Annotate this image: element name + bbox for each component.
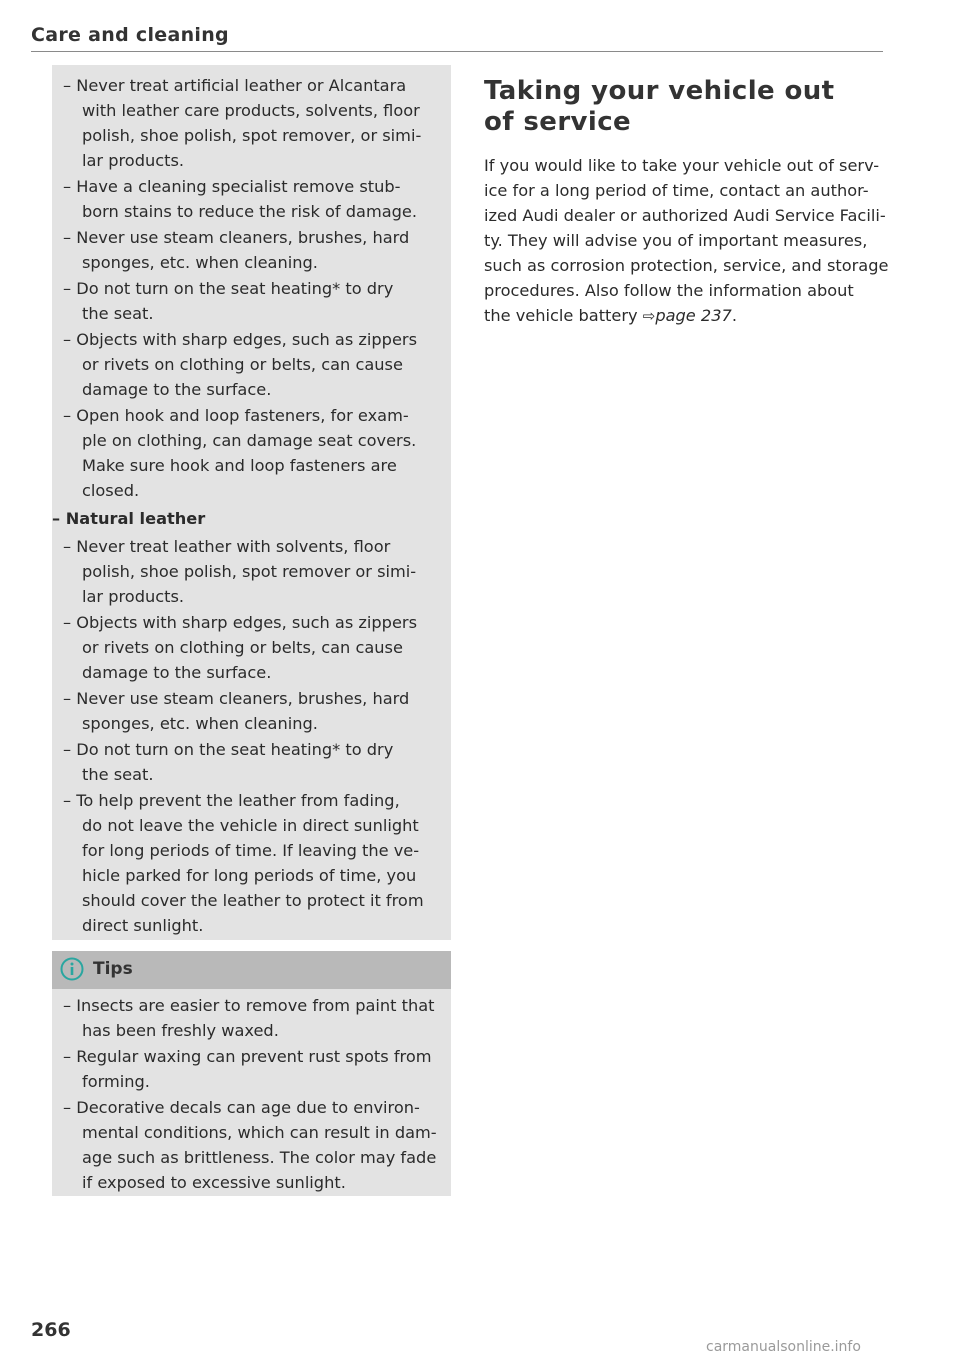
section-body-line: ice for a long period of time, contact an author-	[484, 181, 869, 200]
warning-box	[52, 65, 451, 940]
section-body-end: .	[731, 306, 737, 325]
page-reference-link[interactable]: page 237	[655, 306, 732, 325]
warning-line: polish, shoe polish, spot remover, or simi-	[82, 126, 422, 145]
warning-line: Make sure hook and loop fasteners are	[82, 456, 397, 475]
warning-line: do not leave the vehicle in direct sunlight	[82, 816, 419, 835]
section-body-last-line	[484, 303, 737, 329]
section-title-line-1: Taking your vehicle out	[484, 76, 835, 106]
tips-title: Tips	[93, 959, 133, 979]
tips-line: forming.	[82, 1072, 150, 1091]
warning-line: – Do not turn on the seat heating* to dry	[63, 279, 394, 298]
warning-line: direct sunlight.	[82, 916, 204, 935]
section-body-line: such as corrosion protection, service, and storage	[484, 256, 889, 275]
warning-line: born stains to reduce the risk of damage.	[82, 202, 418, 221]
tips-line: has been freshly waxed.	[82, 1021, 279, 1040]
header-rule	[31, 51, 883, 52]
warning-line: sponges, etc. when cleaning.	[82, 253, 318, 272]
tips-line: – Decorative decals can age due to environ-	[63, 1098, 420, 1117]
natural-leather-heading	[52, 506, 205, 531]
tips-line: – Insects are easier to remove from paint that	[63, 996, 435, 1015]
warning-line: – Have a cleaning specialist remove stub-	[63, 177, 401, 196]
warning-line: should cover the leather to protect it from	[82, 891, 424, 910]
tips-box	[52, 951, 451, 1196]
tips-line: – Regular waxing can prevent rust spots from	[63, 1047, 432, 1066]
warning-line: – Never use steam cleaners, brushes, hard	[63, 689, 410, 708]
tips-header	[52, 951, 451, 989]
warning-line: – Open hook and loop fasteners, for exam-	[63, 406, 409, 425]
section-body-line: If you would like to take your vehicle out of serv-	[484, 156, 880, 175]
warning-line: the seat.	[82, 304, 154, 323]
info-circle-icon	[60, 957, 84, 981]
warning-line: lar products.	[82, 587, 185, 606]
warning-line: lar products.	[82, 151, 185, 170]
warning-line: for long periods of time. If leaving the ve-	[82, 841, 420, 860]
warning-line: – Objects with sharp edges, such as zippers	[63, 330, 417, 349]
section-body-text: the vehicle battery	[484, 306, 643, 325]
warning-line: – To help prevent the leather from fading,	[63, 791, 400, 810]
warning-line: – Objects with sharp edges, such as zippers	[63, 613, 417, 632]
section-title-line-2: of service	[484, 107, 632, 137]
warning-line: polish, shoe polish, spot remover or simi-	[82, 562, 417, 581]
warning-line: hicle parked for long periods of time, you	[82, 866, 417, 885]
warning-line: damage to the surface.	[82, 380, 272, 399]
warning-line: closed.	[82, 481, 140, 500]
tips-line: if exposed to excessive sunlight.	[82, 1173, 346, 1192]
page-number: 266	[31, 1319, 71, 1341]
warning-line: ple on clothing, can damage seat covers.	[82, 431, 417, 450]
warning-line: – Do not turn on the seat heating* to dry	[63, 740, 394, 759]
warning-line: damage to the surface.	[82, 663, 272, 682]
warning-line: the seat.	[82, 765, 154, 784]
warning-line: sponges, etc. when cleaning.	[82, 714, 318, 733]
tips-line: age such as brittleness. The color may fade	[82, 1148, 437, 1167]
heading-text: Natural leather	[65, 509, 206, 528]
section-body-line: ty. They will advise you of important measures,	[484, 231, 868, 250]
warning-line: – Never treat leather with solvents, floor	[63, 537, 391, 556]
warning-line: – Never treat artificial leather or Alcantara	[63, 76, 407, 95]
warning-line: – Never use steam cleaners, brushes, hard	[63, 228, 410, 247]
header-title: Care and cleaning	[31, 24, 229, 46]
warning-line: or rivets on clothing or belts, can cause	[82, 638, 403, 657]
section-body-line: ized Audi dealer or authorized Audi Service Facili-	[484, 206, 886, 225]
heading-dash: –	[52, 509, 66, 528]
page-ref-arrow-icon: ⇨	[642, 307, 656, 325]
watermark: carmanualsonline.info	[706, 1339, 861, 1355]
warning-line: or rivets on clothing or belts, can cause	[82, 355, 403, 374]
warning-line: with leather care products, solvents, floor	[82, 101, 420, 120]
section-body-line: procedures. Also follow the information about	[484, 281, 854, 300]
tips-line: mental conditions, which can result in dam-	[82, 1123, 437, 1142]
